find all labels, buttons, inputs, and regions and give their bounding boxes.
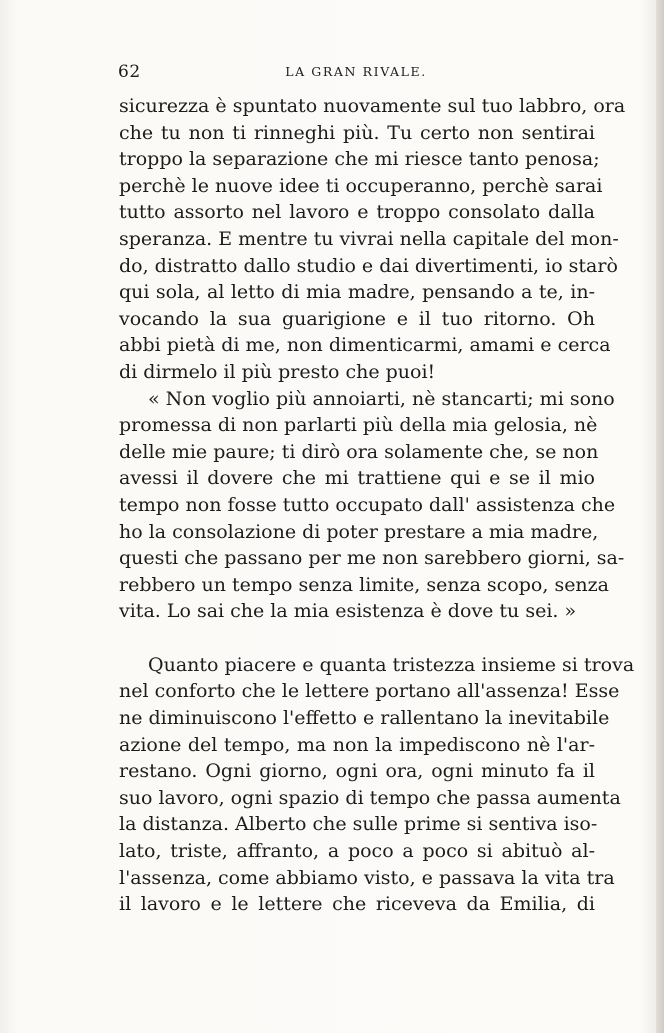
text-line: vita. Lo sai che la mia esistenza è dove tu sei. » — [119, 600, 577, 623]
text-line: speranza. E mentre tu vivrai nella capitale del mon- — [119, 227, 619, 250]
text-line: restano. Ogni giorno, ogni ora, ogni minuto fa il — [119, 760, 595, 783]
text-line: delle mie paure; ti dirò ora solamente che, se non — [119, 440, 599, 463]
text-line: vocando la sua guarigione e il tuo ritorno. Oh — [119, 307, 595, 330]
text-line: di dirmelo il più presto che puoi! — [119, 360, 436, 383]
text-line: il lavoro e le lettere che riceveva da Emilia, di — [119, 893, 595, 916]
paragraph — [119, 652, 635, 918]
running-title: LA GRAN RIVALE. — [285, 64, 427, 79]
text-line: tutto assorto nel lavoro e troppo consolato dalla — [119, 201, 595, 224]
text-line: qui sola, al letto di mia madre, pensando a te, in- — [119, 281, 595, 304]
page-edge — [656, 0, 664, 1033]
running-header — [118, 62, 594, 86]
text-line: avessi il dovere che mi trattiene qui e se il mio — [119, 467, 595, 490]
text-line: che tu non ti rinneghi più. Tu certo non sentirai — [119, 121, 595, 144]
text-line: nel conforto che le lettere portano all'assenza! Esse — [119, 680, 620, 703]
text-line: abbi pietà di me, non dimenticarmi, amami e cerca — [119, 334, 611, 357]
text-line: suo lavoro, ogni spazio di tempo che passa aumenta — [119, 786, 621, 809]
text-line: ho la consolazione di poter prestare a mia madre, — [119, 520, 599, 543]
text-line: lato, triste, affranto, a poco a poco si abituò al- — [119, 840, 595, 863]
page-number: 62 — [118, 62, 141, 82]
text-line: do, distratto dallo studio e dai divertimenti, io starò — [119, 254, 618, 277]
body-text — [119, 93, 635, 918]
text-line: « Non voglio più annoiarti, nè stancarti; mi sono — [148, 387, 615, 410]
text-line: tempo non fosse tutto occupato dall' assistenza che — [119, 493, 616, 516]
text-line: la distanza. Alberto che sulle prime si sentiva iso- — [119, 813, 598, 836]
paragraph — [119, 93, 626, 386]
text-line: promessa di non parlarti più della mia gelosia, nè — [119, 414, 598, 437]
text-line: sicurezza è spuntato nuovamente sul tuo labbro, ora — [119, 95, 626, 117]
text-line: questi che passano per me non sarebbero giorni, sa- — [119, 547, 625, 570]
paragraph — [119, 386, 625, 625]
section-break — [119, 625, 595, 652]
text-line: perchè le nuove idee ti occuperanno, perchè sarai — [119, 174, 603, 197]
text-line: ne diminuiscono l'effetto e rallentano la inevitabile — [119, 707, 610, 730]
text-line: troppo la separazione che mi riesce tanto penosa; — [119, 148, 600, 171]
text-line: l'assenza, come abbiamo visto, e passava la vita tra — [119, 866, 615, 889]
text-line: azione del tempo, ma non la impediscono nè l'ar- — [119, 733, 595, 756]
text-line: rebbero un tempo senza limite, senza scopo, senza — [119, 573, 610, 596]
text-line: Quanto piacere e quanta tristezza insieme si trova — [148, 653, 635, 676]
